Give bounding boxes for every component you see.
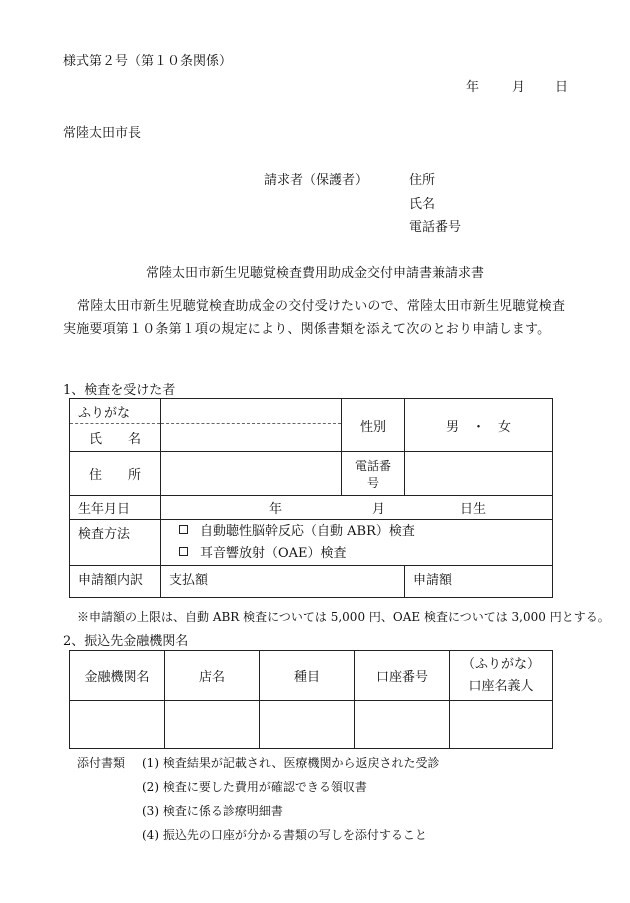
- branch-field[interactable]: [165, 701, 260, 749]
- requester-label: 請求者（保護者）: [264, 173, 369, 188]
- phone-field[interactable]: [405, 452, 553, 496]
- birth-month: 月: [372, 502, 386, 517]
- phone-label: 電話番号: [342, 452, 405, 496]
- requester-address-label: 住所: [409, 173, 436, 188]
- method-oae-option[interactable]: [179, 543, 544, 565]
- name-field[interactable]: [161, 424, 342, 452]
- oae-checkbox[interactable]: [179, 547, 188, 556]
- birthdate-label: 生年月日: [70, 496, 161, 520]
- section1-heading: 1、検査を受けた者: [63, 383, 176, 398]
- holder-label: 口座名義人: [468, 678, 534, 694]
- account-type-header: 種目: [260, 651, 355, 701]
- form-number: 様式第２号（第１０条関係）: [63, 54, 233, 69]
- paid-label: 支払額: [169, 573, 209, 588]
- gender-options[interactable]: 男 ・ 女: [405, 399, 553, 452]
- name-label: 氏 名: [70, 424, 161, 452]
- amount-detail-label: 申請額内訳: [70, 566, 161, 598]
- attachment-item: (3) 検査に係る診療明細書: [142, 804, 283, 818]
- furigana-label: ふりがな: [70, 399, 161, 424]
- date-month: 月: [512, 80, 526, 95]
- address-field[interactable]: [161, 452, 342, 496]
- attachment-item: (1) 検査結果が記載され、医療機関から返戻された受診: [142, 756, 440, 770]
- bank-name-field[interactable]: [70, 701, 165, 749]
- abr-checkbox[interactable]: [179, 525, 188, 534]
- method-options: [161, 520, 553, 566]
- abr-label: 自動聴性脳幹反応（自動 ABR）検査: [200, 523, 415, 539]
- account-number-field[interactable]: [355, 701, 450, 749]
- attachments-label: 添付書類: [77, 756, 126, 770]
- requested-amount-field[interactable]: [405, 566, 553, 598]
- bank-name-header: 金融機関名: [70, 651, 165, 701]
- body-paragraph: 常陸太田市新生児聴覚検査助成金の交付受けたいので、常陸太田市新生児聴覚検査実施要項第１０条第１項の規定により、関係書類を添えて次のとおり申請します。: [63, 299, 566, 337]
- birth-year: 年: [269, 502, 283, 517]
- method-label: 検査方法: [70, 520, 161, 566]
- date-day: 日: [555, 80, 569, 95]
- gender-label: 性別: [342, 399, 405, 452]
- account-holder-header: [450, 651, 553, 701]
- address-label: 住 所: [70, 452, 161, 496]
- examinee-table: [69, 398, 553, 598]
- requested-label: 申請額: [413, 573, 453, 588]
- birth-day: 日生: [460, 502, 487, 517]
- attachment-item: (2) 検査に要した費用が確認できる領収書: [142, 780, 367, 794]
- requester-name-label: 氏名: [409, 197, 436, 212]
- section2-heading: 2、振込先金融機関名: [63, 634, 189, 649]
- bank-table: [69, 650, 553, 749]
- branch-header: 店名: [165, 651, 260, 701]
- document-title: 常陸太田市新生児聴覚検査費用助成金交付申請書兼請求書: [145, 266, 484, 281]
- attachment-item: (4) 振込先の口座が分かる書類の写しを添付すること: [142, 828, 427, 842]
- paid-amount-field[interactable]: [161, 566, 405, 598]
- account-holder-field[interactable]: [450, 701, 553, 749]
- method-abr-option[interactable]: [179, 521, 544, 543]
- date-year: 年: [466, 80, 480, 95]
- amount-note: ※申請額の上限は、自動 ABR 検査については 5,000 円、OAE 検査については 3,000 円とする。: [77, 610, 610, 624]
- requester-phone-label: 電話番号: [409, 220, 462, 235]
- holder-kana-label: （ふりがな）: [461, 656, 540, 672]
- account-type-field[interactable]: [260, 701, 355, 749]
- recipient: 常陸太田市長: [63, 126, 142, 141]
- account-number-header: 口座番号: [355, 651, 450, 701]
- furigana-field[interactable]: [161, 399, 342, 424]
- oae-label: 耳音響放射（OAE）検査: [200, 545, 347, 561]
- birthdate-field[interactable]: [161, 496, 553, 520]
